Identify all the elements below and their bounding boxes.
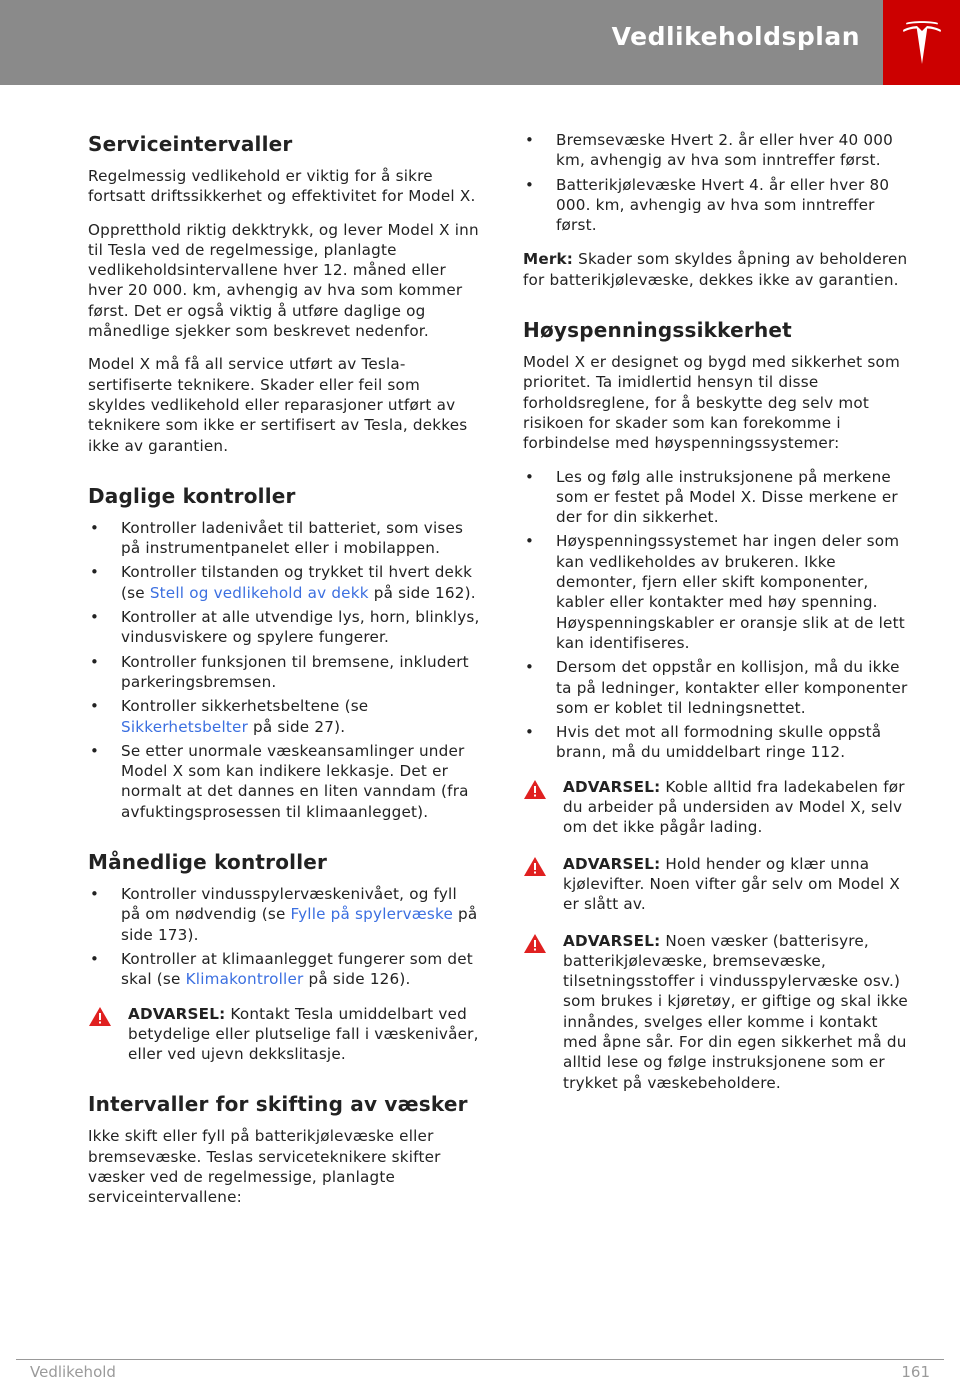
list-item: • Les og følg alle instruksjonene på merkene som er festet på Model X. Disse merkene er der for din sikkerhet.: [523, 467, 915, 528]
list-item-text: på side 173).: [121, 905, 478, 944]
list-item: • Kontroller at alle utvendige lys, horn, blinklys, vindusviskere og spylere fungerer.: [88, 607, 480, 648]
note: [523, 249, 915, 290]
note-text: Skader som skyldes åpning av beholderen for batterikjølevæske, dekkes ikke av garantien.: [523, 250, 908, 289]
tesla-logo-icon: [900, 18, 944, 68]
list-item: • Hvis det mot all formodning skulle oppstå brann, må du umiddelbart ringe 112.: [523, 722, 915, 763]
list-item-text: Kontroller sikkerhetsbeltene (se: [121, 697, 369, 716]
page-title: Vedlikeholdsplan: [611, 22, 860, 51]
warning-text: Koble alltid fra ladekabelen før du arbeider på undersiden av Model X, selv om det ikke pågår lading.: [563, 777, 905, 837]
heading-manedlige-kontroller: Månedlige kontroller: [88, 850, 328, 875]
warning-box: [523, 777, 915, 838]
fluids-list: [523, 130, 915, 235]
heading-intervaller-vasker: Intervaller for skifting av væsker: [88, 1092, 468, 1117]
link-climate-controls[interactable]: Klimakontroller: [185, 970, 304, 989]
link-washer-fluid[interactable]: Fylle på spylervæske: [290, 905, 454, 924]
footer-divider: [16, 1359, 944, 1360]
note-label: Merk:: [523, 250, 574, 269]
link-seat-belts[interactable]: Sikkerhetsbelter: [121, 717, 249, 736]
warning-text: Noen væsker (batterisyre, batterikjølevæske, bremsevæske, tilsetningsstoffer i vindusspylervæske osv.) som brukes i kjøretøy, er giftige og skal ikke innåndes, svelges eller komme i kontakt med åpne sår. For din egen sikkerhet må du alltid lese og følge instruksjonene som er trykket på væskebeholdere.: [563, 931, 908, 1092]
list-item: • Dersom det oppstår en kollisjon, må du ikke ta på ledninger, kontakter eller komponenter som er koblet til ledningsnettet.: [523, 657, 915, 718]
daily-list: [88, 518, 480, 822]
paragraph: Model X må få all service utført av Tesla-sertifiserte teknikere. Skader eller feil som skyldes vedlikehold eller reparasjoner utført av teknikere som ikke er sertifisert av Tesla, dekkes ikke av garantien.: [88, 355, 468, 455]
warning-icon: [88, 1006, 112, 1027]
list-item-text: på side 162).: [368, 583, 476, 602]
warning-label: ADVARSEL:: [128, 1004, 226, 1023]
warning-box: [523, 854, 915, 915]
list-item-text: Kontroller at klimaanlegget fungerer som det skal (se: [121, 949, 473, 989]
paragraph: Model X er designet og bygd med sikkerhet som prioritet. Ta imidlertid hensyn til disse forholdsreglene, for å beskytte deg selv mot risikoen for skader som kan forekomme i forbindelse med høyspenningssystemer:: [523, 353, 900, 453]
warning-label: ADVARSEL:: [563, 854, 661, 873]
paragraph: Oppretthold riktig dekktrykk, og lever Model X inn til Tesla ved de regelmessige, planlagte vedlikeholdsintervallene hver 12. måned eller hver 20 000. km, avhengig av hva som kommer først. Det er også viktig å utføre daglige og månedlige sjekker som beskrevet nedenfor.: [88, 220, 479, 341]
list-item: • Kontroller ladenivået til batteriet, som vises på instrumentpanelet eller i mobilappen.: [88, 518, 480, 559]
right-column: [523, 130, 915, 1109]
list-item-text: Kontroller tilstanden og trykket til hvert dekk (se: [121, 563, 473, 602]
list-item: • Se etter unormale væskeansamlinger under Model X som kan indikere lekkasje. Det er normalt at det dannes en liten vanndam (fra avfuktingsprosessen til klimaanlegget).: [88, 741, 480, 822]
heading-serviceintervaller: Serviceintervaller: [88, 132, 293, 156]
brand-logo: [883, 0, 960, 85]
list-item: [88, 562, 480, 603]
heading-hoyspenningssikkerhet: Høyspenningssikkerhet: [523, 318, 792, 343]
page-number: 161: [901, 1363, 930, 1381]
list-item: [88, 884, 480, 945]
list-item-text: på side 27).: [248, 717, 346, 736]
list-item: • Batterikjølevæske Hvert 4. år eller hver 80 000. km, avhengig av hva som inntreffer først.: [523, 175, 915, 236]
warning-box: [88, 1004, 480, 1065]
list-item-text: Kontroller vindusspylervæskenivået, og fyll på om nødvendig (se: [121, 885, 457, 924]
list-item-text: på side 126).: [303, 970, 411, 989]
left-column: [88, 128, 480, 1221]
list-item: • Kontroller funksjonen til bremsene, inkludert parkeringsbremsen.: [88, 652, 480, 693]
list-item: [88, 696, 480, 737]
heading-daglige-kontroller: Daglige kontroller: [88, 483, 296, 508]
list-item: [88, 949, 480, 990]
warning-icon: [523, 856, 547, 877]
warning-text: Hold hender og klær unna kjølevifter. Noen vifter går selv om Model X er slått av.: [563, 854, 900, 914]
paragraph: Ikke skift eller fyll på batterikjølevæske eller bremsevæske. Teslas serviceteknikere skifter væsker ved de regelmessige, planlagte serviceintervallene:: [88, 1127, 441, 1207]
warning-text: Kontakt Tesla umiddelbart ved betydelige eller plutselige fall i væskenivåer, eller ved ujevn dekkslitasje.: [128, 1004, 479, 1064]
link-tire-care[interactable]: Stell og vedlikehold av dekk: [149, 583, 369, 602]
list-item: • Bremsevæske Hvert 2. år eller hver 40 000 km, avhengig av hva som inntreffer først.: [523, 130, 915, 171]
footer-section: Vedlikehold: [30, 1363, 116, 1381]
hv-list: [523, 467, 915, 763]
list-item: • Høyspenningssystemet har ingen deler som kan vedlikeholdes av brukeren. Ikke demonter, fjern eller skift komponenter, kabler eller kontakter med høy spenning. Høyspenningskabler er oransje slik at de lett kan identifiseres.: [523, 531, 915, 653]
warning-label: ADVARSEL:: [563, 931, 661, 950]
warning-box: [523, 931, 915, 1093]
paragraph: Regelmessig vedlikehold er viktig for å sikre fortsatt driftssikkerhet og effektivitet for Model X.: [88, 167, 476, 206]
warning-icon: [523, 933, 547, 954]
warning-label: ADVARSEL:: [563, 777, 661, 796]
warning-icon: [523, 779, 547, 800]
page-header: [0, 0, 960, 85]
monthly-list: [88, 884, 480, 989]
